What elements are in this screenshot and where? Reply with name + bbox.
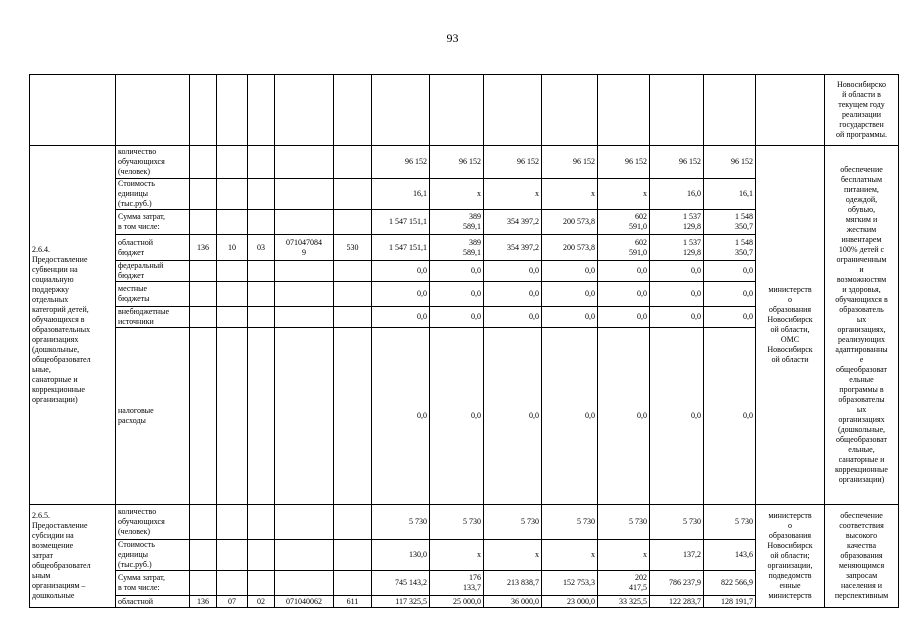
subsection-code-cell — [248, 571, 275, 596]
target-article-code-cell — [275, 261, 334, 282]
value-cell: х — [430, 540, 484, 571]
value-cell: 117 325,5 — [372, 596, 430, 608]
value-cell: 96 152 — [598, 146, 650, 179]
expected-result-cell: обеспечение соответствия высокого качества образования меняющимся запросам населения и перспективным — [825, 505, 899, 608]
value-cell: 96 152 — [542, 146, 598, 179]
value-cell: 0,0 — [598, 307, 650, 328]
value-cell: 5 730 — [598, 505, 650, 540]
expense-type-code-cell: 611 — [334, 596, 372, 608]
value-cell: 0,0 — [484, 261, 542, 282]
value-cell: 389 589,1 — [430, 235, 484, 261]
value-cell: 0,0 — [542, 282, 598, 307]
expected-result-cell: обеспечение бесплатным питанием, одеждой, обувью, мягким и жестким инвентарем 100% детей с ограниченным и возможностям и здоровья, обучающихся в образователь ых организациях, реализующих адаптированны е общеобразоват ельные программы в образователы ых организациях (дошкольные, общеобразоват ельные, санаторные и коррекционные организации) — [825, 146, 899, 505]
value-cell: 745 143,2 — [372, 571, 430, 596]
grbs-code-cell — [190, 261, 217, 282]
executor-cell: министерств о образования Новосибирск ой области, ОМС Новосибирск ой области — [756, 146, 825, 505]
section-code-cell: 07 — [217, 596, 248, 608]
value-cell: 143,6 — [704, 540, 756, 571]
grbs-code-cell — [190, 505, 217, 540]
activity-name-cell: 2.6.5. Предоставление субсидии на возмещение затрат общеобразовател ьным организациям – дошкольные — [30, 505, 116, 608]
value-cell: х — [542, 540, 598, 571]
value-cell: 0,0 — [542, 307, 598, 328]
grbs-code-cell — [190, 282, 217, 307]
grbs-code-cell — [190, 540, 217, 571]
target-article-code-cell: 071040062 — [275, 596, 334, 608]
value-cell: 0,0 — [650, 261, 704, 282]
table-row — [30, 146, 899, 179]
section-code-cell — [217, 505, 248, 540]
value-cell: 0,0 — [430, 328, 484, 505]
target-article-code-cell — [275, 328, 334, 505]
value-cell: 0,0 — [542, 328, 598, 505]
subsection-code-cell — [248, 146, 275, 179]
indicator-label-cell: внебюджетные источники — [116, 307, 190, 328]
target-article-code-cell — [275, 282, 334, 307]
value-cell: 1 548 350,7 — [704, 235, 756, 261]
value-cell: 0,0 — [542, 261, 598, 282]
value-cell: х — [598, 540, 650, 571]
value-cell: 96 152 — [650, 146, 704, 179]
table-row — [30, 505, 899, 540]
target-article-code-cell — [275, 307, 334, 328]
value-cell: 0,0 — [430, 261, 484, 282]
target-article-code-cell — [275, 146, 334, 179]
value-cell: х — [484, 179, 542, 210]
expense-type-code-cell — [334, 307, 372, 328]
subsection-code-cell — [248, 282, 275, 307]
value-cell: 0,0 — [650, 282, 704, 307]
value-cell: 602 591,0 — [598, 235, 650, 261]
expense-type-code-cell — [334, 261, 372, 282]
value-cell: 23 000,0 — [542, 596, 598, 608]
value-cell: 0,0 — [430, 307, 484, 328]
section-code-cell — [217, 261, 248, 282]
section-code-cell — [217, 571, 248, 596]
indicator-label-cell: областной — [116, 596, 190, 608]
value-cell: 0,0 — [372, 282, 430, 307]
subsection-code-cell — [248, 261, 275, 282]
expense-type-code-cell — [334, 505, 372, 540]
expense-type-code-cell — [334, 146, 372, 179]
indicator-label-cell: Сумма затрат, в том числе: — [116, 210, 190, 235]
grbs-code-cell — [190, 328, 217, 505]
value-cell: 0,0 — [372, 261, 430, 282]
subsection-code-cell — [248, 505, 275, 540]
value-cell: 36 000,0 — [484, 596, 542, 608]
value-cell: 1 547 151,1 — [372, 210, 430, 235]
value-cell: 152 753,3 — [542, 571, 598, 596]
value-cell: 354 397,2 — [484, 210, 542, 235]
indicator-label-cell: федеральный бюджет — [116, 261, 190, 282]
indicator-label-cell: Стоимость единицы (тыс.руб.) — [116, 540, 190, 571]
section-code-cell — [217, 328, 248, 505]
section-code-cell — [217, 179, 248, 210]
value-cell: 0,0 — [598, 261, 650, 282]
grbs-code-cell — [190, 210, 217, 235]
value-cell: 5 730 — [372, 505, 430, 540]
value-cell: 33 325,5 — [598, 596, 650, 608]
expense-type-code-cell — [334, 571, 372, 596]
subsection-code-cell: 02 — [248, 596, 275, 608]
grbs-code-cell — [190, 179, 217, 210]
continuation-row — [30, 75, 899, 146]
indicator-label-cell: количество обучающихся (человек) — [116, 146, 190, 179]
value-cell: 202 417,5 — [598, 571, 650, 596]
value-cell: 128 191,7 — [704, 596, 756, 608]
expense-type-code-cell — [334, 328, 372, 505]
indicator-label-cell: налоговые расходы — [116, 328, 190, 505]
value-cell: 0,0 — [704, 261, 756, 282]
target-article-code-cell — [275, 179, 334, 210]
value-cell: 0,0 — [484, 307, 542, 328]
value-cell: 96 152 — [372, 146, 430, 179]
expense-type-code-cell — [334, 282, 372, 307]
value-cell: 389 589,1 — [430, 210, 484, 235]
value-cell: 0,0 — [484, 328, 542, 505]
grbs-code-cell — [190, 307, 217, 328]
page-number: 93 — [446, 31, 459, 45]
value-cell: 0,0 — [430, 282, 484, 307]
value-cell: 16,1 — [372, 179, 430, 210]
value-cell: 5 730 — [430, 505, 484, 540]
value-cell: 200 573,8 — [542, 210, 598, 235]
value-cell: 5 730 — [704, 505, 756, 540]
value-cell: 96 152 — [704, 146, 756, 179]
executor-cell: министерств о образования Новосибирск ой области; организации, подведомств енные министерств — [756, 505, 825, 608]
subsection-code-cell — [248, 540, 275, 571]
value-cell: 1 548 350,7 — [704, 210, 756, 235]
value-cell: 0,0 — [704, 282, 756, 307]
section-code-cell — [217, 146, 248, 179]
value-cell: 5 730 — [542, 505, 598, 540]
table-body — [30, 75, 899, 608]
subsection-code-cell — [248, 210, 275, 235]
value-cell: 1 537 129,8 — [650, 210, 704, 235]
value-cell: 130,0 — [372, 540, 430, 571]
activity-name-cell: 2.6.4. Предоставление субвенции на социальную поддержку отдельных категорий детей, обучающихся в образовательных организациях (дошкольные, общеобразовател ьные, санаторные и коррекционные организации) — [30, 146, 116, 505]
value-cell: 0,0 — [372, 307, 430, 328]
subsection-code-cell: 03 — [248, 235, 275, 261]
value-cell: х — [598, 179, 650, 210]
value-cell: х — [484, 540, 542, 571]
target-article-code-cell — [275, 210, 334, 235]
indicator-label-cell: количество обучающихся (человек) — [116, 505, 190, 540]
value-cell: 176 133,7 — [430, 571, 484, 596]
target-article-code-cell — [275, 505, 334, 540]
value-cell: 200 573,8 — [542, 235, 598, 261]
section-code-cell — [217, 282, 248, 307]
grbs-code-cell: 136 — [190, 596, 217, 608]
indicator-label-cell: местные бюджеты — [116, 282, 190, 307]
budget-table — [29, 74, 899, 608]
value-cell: 354 397,2 — [484, 235, 542, 261]
value-cell: 5 730 — [650, 505, 704, 540]
value-cell: 822 566,9 — [704, 571, 756, 596]
value-cell: 122 283,7 — [650, 596, 704, 608]
indicator-label-cell: Сумма затрат, в том числе: — [116, 571, 190, 596]
expense-type-code-cell — [334, 179, 372, 210]
value-cell: 0,0 — [484, 282, 542, 307]
value-cell: 16,0 — [650, 179, 704, 210]
value-cell: 1 547 151,1 — [372, 235, 430, 261]
grbs-code-cell — [190, 146, 217, 179]
value-cell: 96 152 — [484, 146, 542, 179]
expense-type-code-cell — [334, 540, 372, 571]
value-cell: 0,0 — [372, 328, 430, 505]
subsection-code-cell — [248, 179, 275, 210]
value-cell: 25 000,0 — [430, 596, 484, 608]
value-cell: 0,0 — [704, 328, 756, 505]
indicator-label-cell: областной бюджет — [116, 235, 190, 261]
value-cell: 213 838,7 — [484, 571, 542, 596]
value-cell: 0,0 — [704, 307, 756, 328]
prev-goal-text: Новосибирско й области в текущем году реализации государствен ой программы. — [825, 75, 899, 146]
target-article-code-cell: 071047084 9 — [275, 235, 334, 261]
value-cell: 5 730 — [484, 505, 542, 540]
expense-type-code-cell — [334, 210, 372, 235]
expense-type-code-cell: 530 — [334, 235, 372, 261]
section-code-cell — [217, 307, 248, 328]
value-cell: 96 152 — [430, 146, 484, 179]
subsection-code-cell — [248, 328, 275, 505]
value-cell: 0,0 — [598, 328, 650, 505]
grbs-code-cell: 136 — [190, 235, 217, 261]
indicator-label-cell: Стоимость единицы (тыс.руб.) — [116, 179, 190, 210]
subsection-code-cell — [248, 307, 275, 328]
value-cell: 0,0 — [598, 282, 650, 307]
target-article-code-cell — [275, 540, 334, 571]
value-cell: 602 591,0 — [598, 210, 650, 235]
grbs-code-cell — [190, 571, 217, 596]
value-cell: 16,1 — [704, 179, 756, 210]
section-code-cell — [217, 210, 248, 235]
value-cell: 0,0 — [650, 328, 704, 505]
value-cell: 0,0 — [650, 307, 704, 328]
value-cell: 1 537 129,8 — [650, 235, 704, 261]
value-cell: х — [542, 179, 598, 210]
section-code-cell: 10 — [217, 235, 248, 261]
value-cell: 137,2 — [650, 540, 704, 571]
section-code-cell — [217, 540, 248, 571]
target-article-code-cell — [275, 571, 334, 596]
value-cell: х — [430, 179, 484, 210]
value-cell: 786 237,9 — [650, 571, 704, 596]
